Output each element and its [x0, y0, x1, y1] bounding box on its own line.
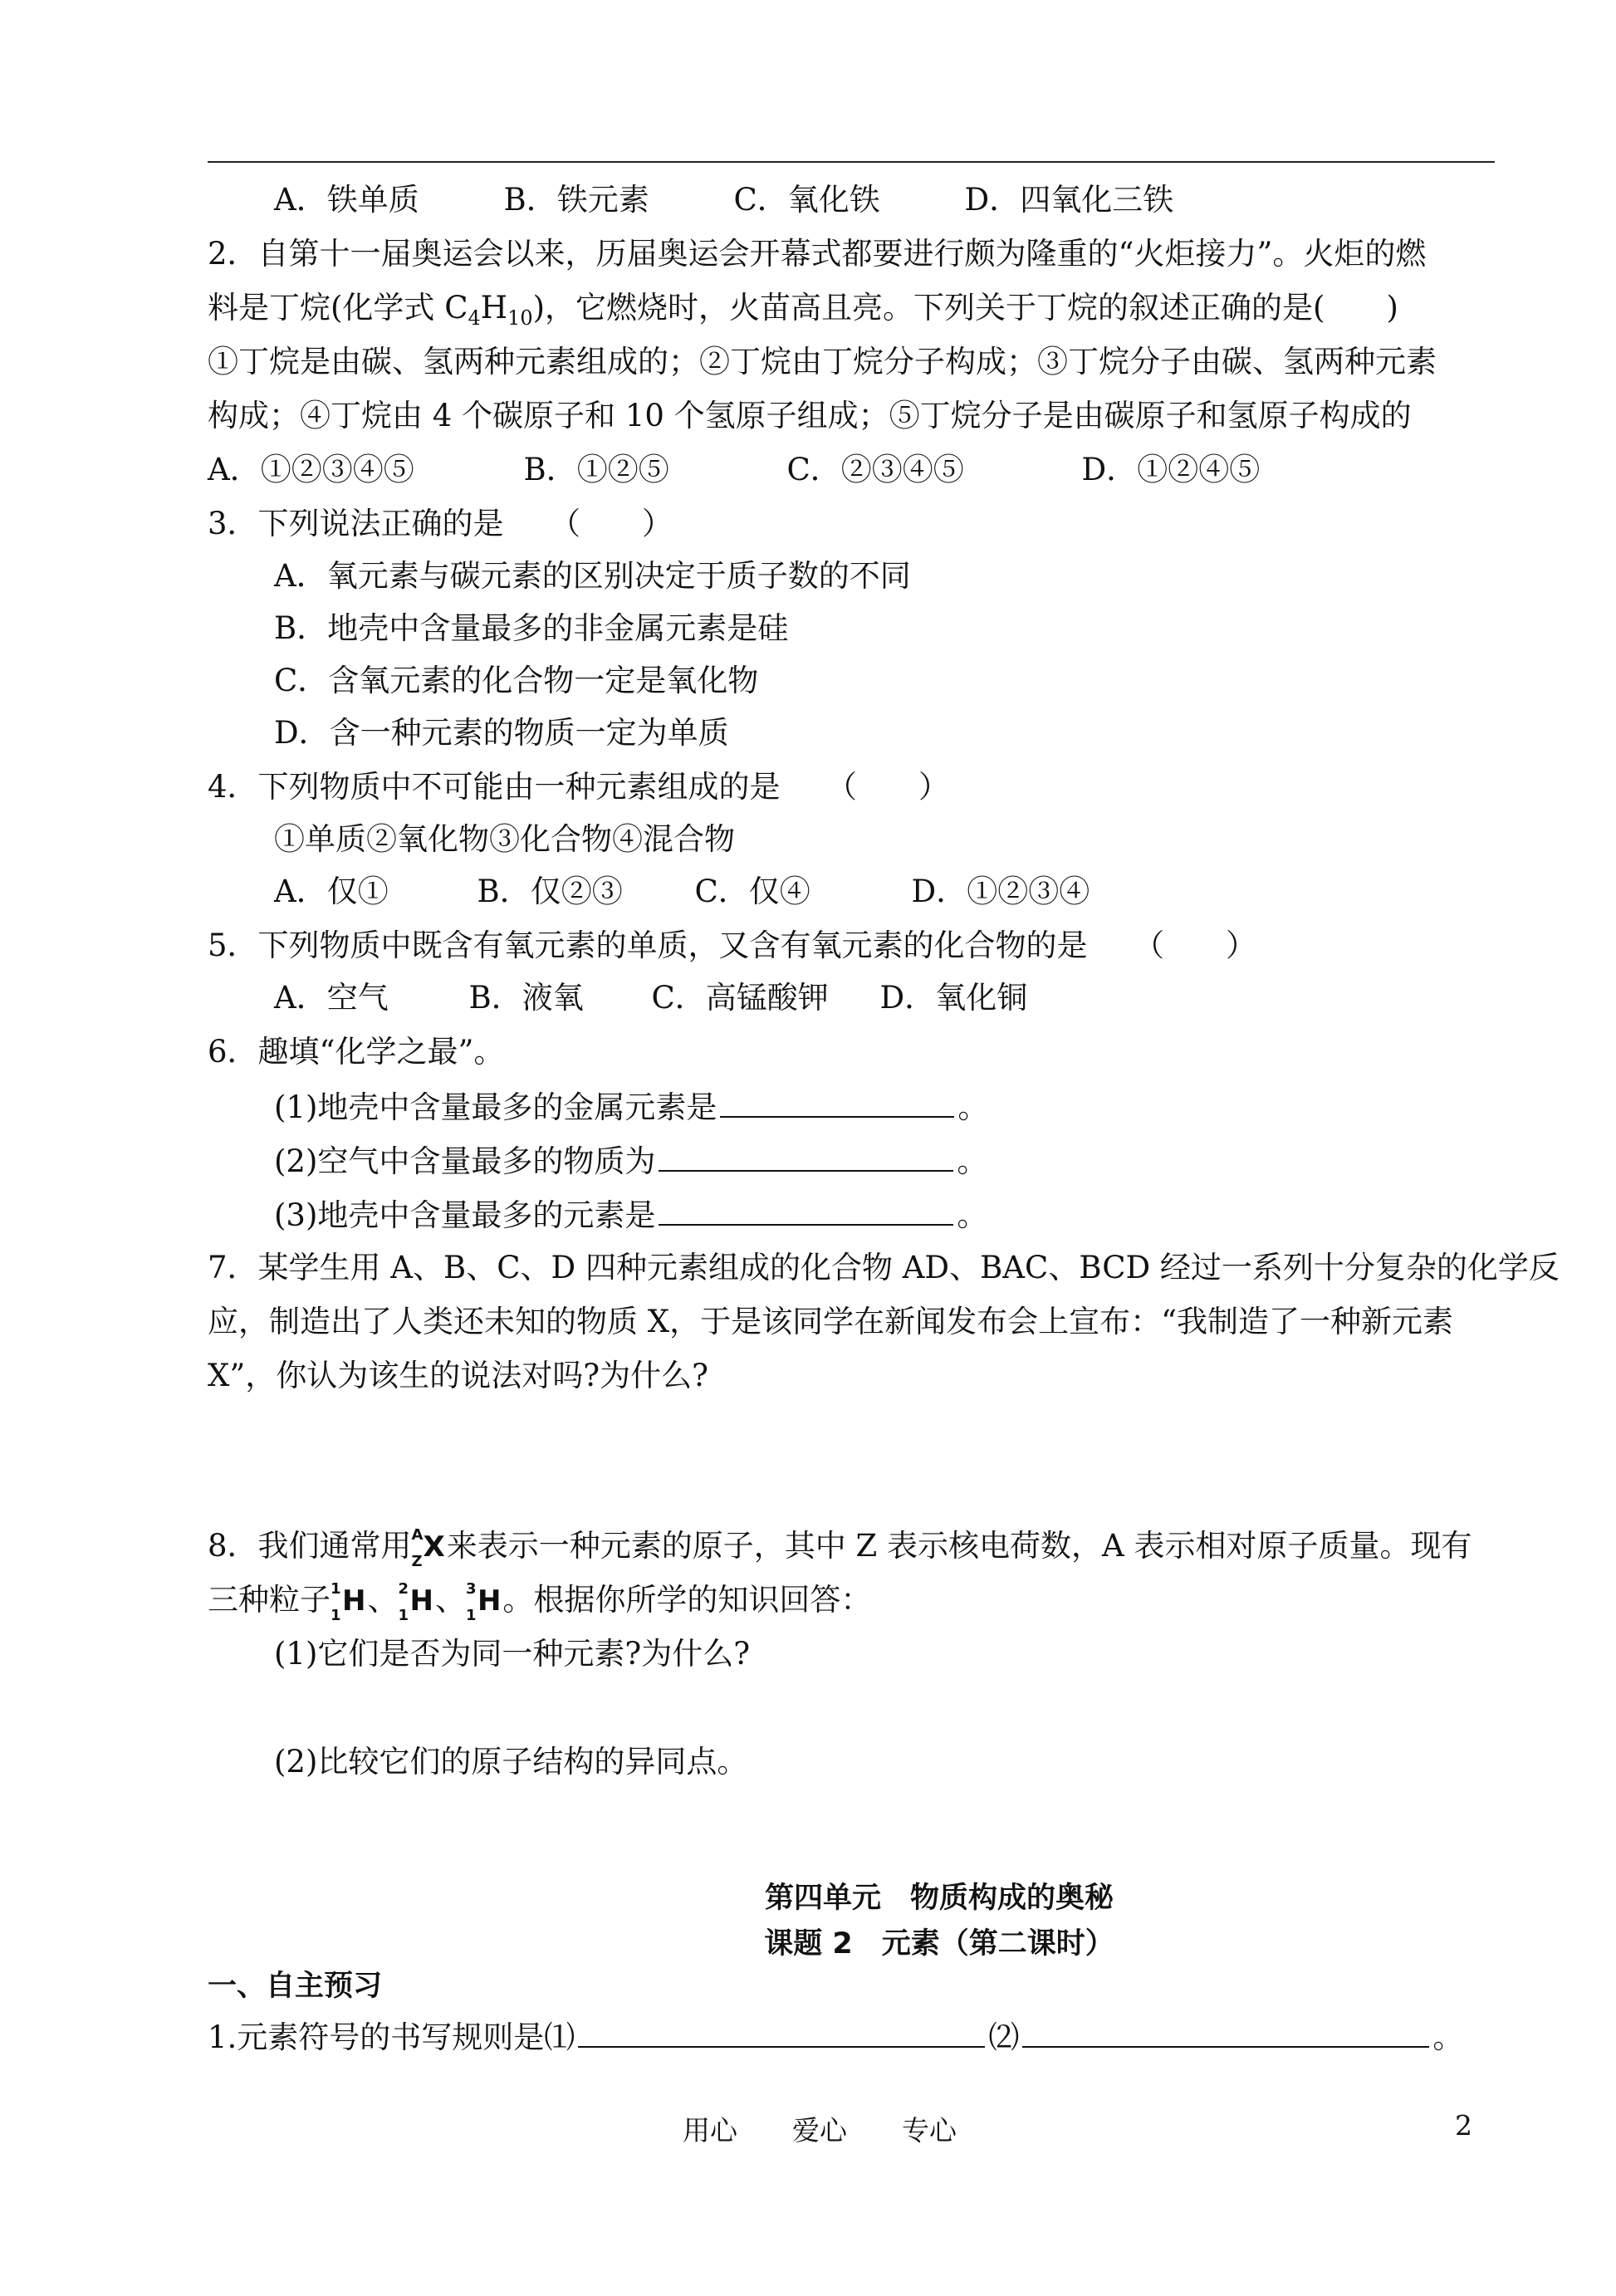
- q8-sub2: (2)比较它们的原子结构的异同点。: [274, 1744, 748, 1780]
- q1-option-d: D．四氧化三铁: [964, 182, 1174, 218]
- lesson-title: 课题 2 元素（第二课时）: [764, 1927, 1114, 1961]
- q6-item-1-text: (1)地壳中含量最多的金属元素是: [274, 1089, 717, 1125]
- q6-item-3-end: 。: [957, 1197, 988, 1233]
- q4-stem: 4．下列物质中不可能由一种元素组成的是 （ ）: [208, 769, 950, 805]
- unit-title: 第四单元 物质构成的奥秘: [764, 1882, 1114, 1915]
- q8-line1: [208, 1525, 1472, 1569]
- q7-line3: X”，你认为该生的说法对吗?为什么?: [208, 1358, 708, 1393]
- page-number: 2: [1455, 2109, 1472, 2142]
- sep-1: 、: [367, 1582, 399, 1618]
- q2-line3: ①丁烷是由碳、氢两种元素组成的；②丁烷由丁烷分子构成；③丁烷分子由碳、氢两种元素: [208, 344, 1437, 379]
- q7-line1: 7．某学生用 A、B、C、D 四种元素组成的化合物 AD、BAC、BCD 经过一系列十分复杂的化学反: [208, 1250, 1560, 1285]
- h2-symbol: H: [409, 1584, 433, 1618]
- footer-slogan: 用心 爱心 专心: [683, 2114, 957, 2147]
- q8-sub1: (1)它们是否为同一种元素?为什么?: [274, 1636, 751, 1672]
- section-q1-end: 。: [1432, 2019, 1464, 2055]
- q2-line2-text-c: )，它燃烧时，火苗高且亮。下列关于丁烷的叙述正确的是( ): [532, 290, 1398, 326]
- q7-line2: 应，制造出了人类还未知的物质 X，于是该同学在新闻发布会上宣布：“我制造了一种新元素: [208, 1304, 1454, 1339]
- q3-option-d: D．含一种元素的物质一定为单质: [274, 715, 729, 751]
- q8-line2-text-a: 三种粒子: [208, 1582, 331, 1618]
- q2-option-b: B．①②⑤: [523, 452, 669, 487]
- q6-item-2-text: (2)空气中含量最多的物质为: [274, 1143, 656, 1179]
- q2-line2: [208, 286, 1398, 340]
- q3-option-c: C．含氧元素的化合物一定是氧化物: [274, 663, 759, 698]
- q8-line1-text-a: 8．我们通常用: [208, 1528, 412, 1564]
- nuclide-symbol: X: [423, 1530, 445, 1564]
- h1-symbol: H: [342, 1584, 366, 1618]
- q5-stem: 5．下列物质中既含有氧元素的单质，又含有氧元素的化合物的是 （ ）: [208, 928, 1257, 963]
- q1-option-a: A．铁单质: [274, 182, 419, 218]
- h3-number: 1: [465, 1607, 477, 1624]
- part-heading: 一、自主预习: [208, 1970, 383, 2003]
- section-q1: [208, 2015, 1463, 2059]
- h1-mass: 1: [331, 1580, 341, 1598]
- hydrogen-3-notation: [465, 1579, 502, 1624]
- q4-option-b: B．仅②③: [477, 874, 623, 909]
- h1-number: 1: [331, 1607, 341, 1624]
- q5-option-c: C．高锰酸钾: [651, 980, 829, 1016]
- hydrogen-1-notation: [332, 1579, 365, 1623]
- q4-items: ①单质②氧化物③化合物④混合物: [274, 821, 735, 857]
- q8-line1-text-b: 来表示一种元素的原子，其中 Z 表示核电荷数，A 表示相对原子质量。现有: [446, 1528, 1472, 1564]
- q2-options: [208, 448, 1260, 492]
- h3-symbol: H: [477, 1584, 502, 1618]
- rule-1-blank[interactable]: [578, 2015, 985, 2048]
- q1-option-b: B．铁元素: [503, 182, 649, 218]
- nuclide-mass-number: A: [411, 1526, 424, 1544]
- q2-option-d: D．①②④⑤: [1081, 452, 1261, 487]
- q4-option-a: A．仅①: [274, 874, 389, 909]
- q2-option-a: A．①②③④⑤: [208, 452, 414, 487]
- q6-item-1-end: 。: [957, 1089, 989, 1125]
- q4-options: [274, 870, 1090, 913]
- q2-formula-sub-h: 10: [507, 306, 533, 330]
- q1-options: [274, 179, 1173, 222]
- q4-option-c: C．仅④: [694, 874, 810, 909]
- section-q1-marker-2: ⑵: [988, 2019, 1020, 2055]
- q6-answer-3-blank[interactable]: [659, 1192, 953, 1226]
- q2-line4: 构成；④丁烷由 4 个碳原子和 10 个氢原子组成；⑤丁烷分子是由碳原子和氢原子构成的: [208, 398, 1412, 433]
- h3-mass: 3: [465, 1580, 477, 1598]
- q5-option-a: A．空气: [274, 980, 389, 1016]
- q6-stem: 6．趣填“化学之最”。: [208, 1034, 505, 1070]
- q6-item-2: [274, 1138, 987, 1183]
- nuclide-atomic-number: Z: [411, 1553, 423, 1570]
- h2-number: 1: [398, 1607, 409, 1624]
- section-q1-text: 1.元素符号的书写规则是⑴: [208, 2019, 575, 2055]
- header-rule: [208, 161, 1495, 163]
- q4-option-d: D．①②③④: [911, 874, 1090, 909]
- sep-2: 、: [434, 1582, 466, 1618]
- q3-option-a: A．氧元素与碳元素的区别决定于质子数的不同: [274, 558, 911, 594]
- q5-option-b: B．液氧: [468, 980, 584, 1016]
- q5-options: [274, 977, 1027, 1020]
- q2-line1: 2．自第十一届奥运会以来，历届奥运会开幕式都要进行颇为隆重的“火炬接力”。火炬的燃: [208, 236, 1427, 272]
- h2-mass: 2: [398, 1580, 409, 1598]
- q2-formula-sub-c: 4: [468, 306, 481, 330]
- q3-stem: 3．下列说法正确的是 （ ）: [208, 506, 673, 541]
- q6-answer-1-blank[interactable]: [720, 1084, 954, 1118]
- q6-answer-2-blank[interactable]: [659, 1138, 953, 1172]
- q2-option-c: C．②③④⑤: [786, 452, 964, 487]
- q2-formula-h: H: [480, 290, 508, 326]
- rule-2-blank[interactable]: [1022, 2015, 1429, 2048]
- q8-line2-text-b: 。根据你所学的知识回答：: [502, 1582, 872, 1618]
- q2-line2-text-a: 料是丁烷(化学式 C: [208, 290, 468, 326]
- q3-option-b: B．地壳中含量最多的非金属元素是硅: [274, 610, 789, 646]
- hydrogen-2-notation: [399, 1579, 433, 1623]
- q6-item-3-text: (3)地壳中含量最多的元素是: [274, 1197, 656, 1233]
- nuclide-notation: [411, 1525, 445, 1570]
- q6-item-2-end: 。: [957, 1143, 988, 1179]
- q1-option-c: C．氧化铁: [733, 182, 880, 218]
- q8-line2: [208, 1579, 871, 1623]
- q6-item-3: [274, 1192, 987, 1237]
- q5-option-d: D．氧化铜: [879, 980, 1028, 1016]
- q6-item-1: [274, 1084, 988, 1129]
